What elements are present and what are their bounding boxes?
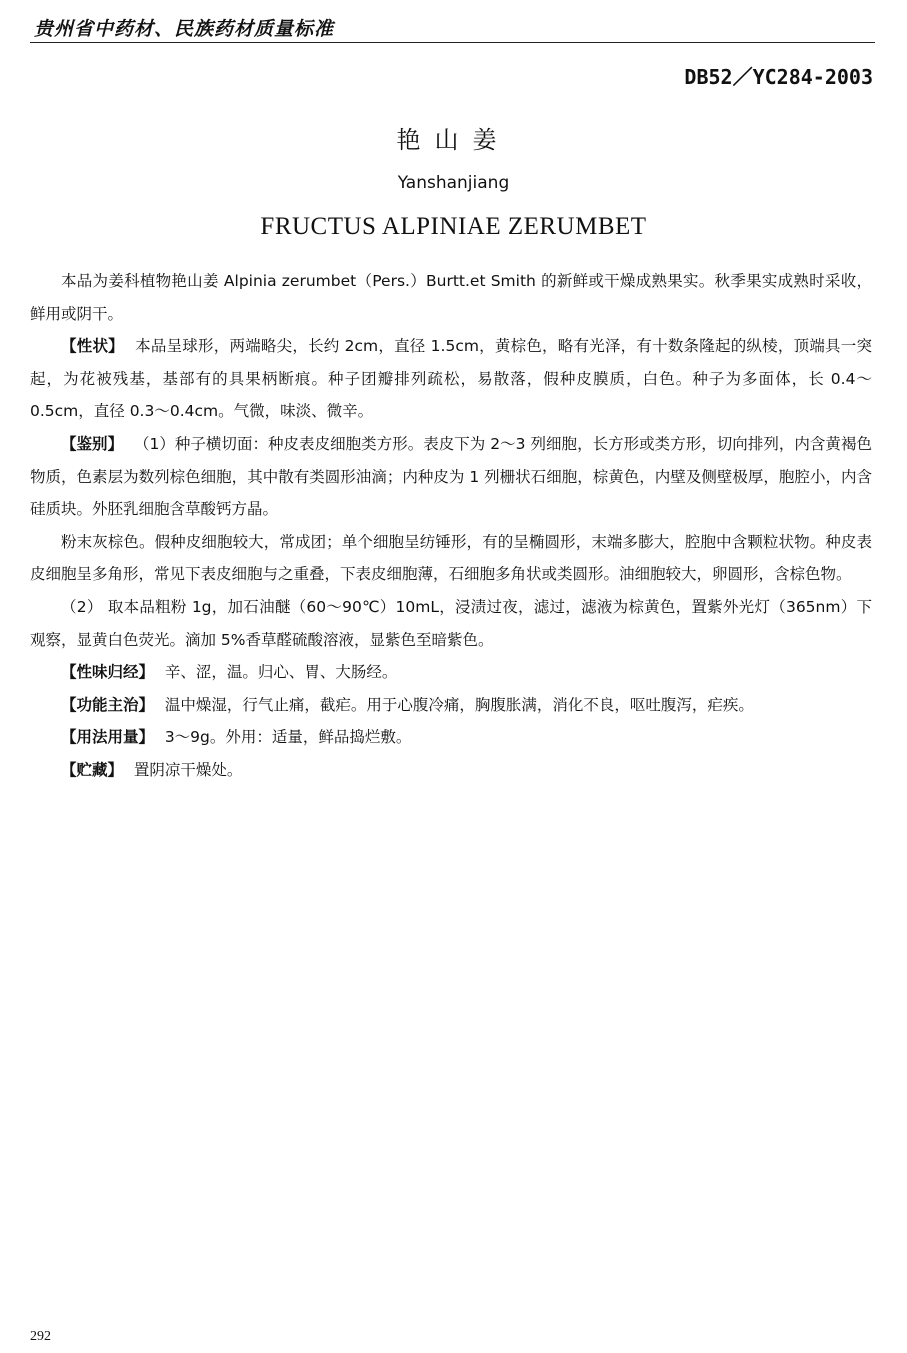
intro-paragraph: 本品为姜科植物艳山姜 Alpinia zerumbet（Pers.）Burtt.et Smith 的新鲜或干燥成熟果实。秋季果实成熟时采收，鲜用或阴干。 <box>30 272 872 323</box>
title-latin: FRUCTUS ALPINIAE ZERUMBET <box>260 213 647 240</box>
powder-paragraph: 粉末灰棕色。假种皮细胞较大，常成团；单个细胞呈纺锤形，有的呈椭圆形，末端多膨大，腔胞中含颗粒状物。种皮表皮细胞呈多角形，常见下表皮细胞与之重叠，下表皮细胞薄，石细胞多角状或类圆形。油细胞较大，卵圆形，含棕色物。 <box>30 532 872 584</box>
property-text: 辛、涩，温。归心、胃、大肠经。 <box>164 663 398 682</box>
monograph-body <box>30 265 872 787</box>
identification-paragraph <box>30 428 872 526</box>
property-paragraph <box>30 656 872 689</box>
dosage-text: 3～9g。外用：适量，鲜品捣烂敷。 <box>164 728 412 747</box>
title-pinyin: Yanshanjiang <box>397 173 510 193</box>
storage-label: 【贮藏】 <box>61 760 124 779</box>
storage-paragraph <box>30 754 872 787</box>
dosage-paragraph <box>30 721 872 754</box>
function-paragraph <box>30 689 872 722</box>
identification-text-1: （1）种子横切面：种皮表皮细胞类方形。表皮下为 2～3 列细胞，长方形或类方形，切向排列，内含黄褐色物质，色素层为数列棕色细胞，其中散有类圆形油滴；内种皮为 1 列栅状石细胞，棕黄色，内壁及侧壁极厚，胞腔小，内含硅质块。外胚乳细胞含草酸钙方晶。 <box>30 434 872 519</box>
characters-paragraph <box>30 330 872 428</box>
dosage-label: 【用法用量】 <box>61 728 155 747</box>
identification-label: 【鉴别】 <box>61 434 124 453</box>
page-number: 292 <box>30 1329 51 1344</box>
characters-text: 本品呈球形，两端略尖，长约 2cm，直径 1.5cm，黄棕色，略有光泽，有十数条隆起的纵棱，顶端具一突起，为花被残基，基部有的具果柄断痕。种子团瓣排列疏松，易散落，假种皮膜质，白色。种子为多面体，长 0.4～0.5cm，直径 0.3～0.4cm。气微，味淡、微辛。 <box>30 337 872 421</box>
property-label: 【性味归经】 <box>61 663 155 682</box>
storage-text: 置阴凉干燥处。 <box>133 760 243 779</box>
running-header-title: 贵州省中药材、民族药材质量标准 <box>34 18 335 40</box>
header-divider <box>30 42 875 43</box>
characters-label: 【性状】 <box>61 337 124 356</box>
title-chinese: 艳山姜 <box>396 126 511 154</box>
standard-number: DB52／YC284-2003 <box>684 65 873 89</box>
tlc-paragraph: （2） 取本品粗粉 1g，加石油醚（60～90℃）10mL，浸渍过夜，滤过，滤液为棕黄色，置紫外光灯（365nm）下观察，显黄白色荧光。滴加 5%香草醛硫酸溶液，显紫色至暗紫色。 <box>30 597 872 649</box>
function-text: 温中燥湿，行气止痛，截疟。用于心腹冷痛，胸腹胀满，消化不良，呕吐腹泻，疟疾。 <box>164 695 754 714</box>
function-label: 【功能主治】 <box>61 695 155 714</box>
